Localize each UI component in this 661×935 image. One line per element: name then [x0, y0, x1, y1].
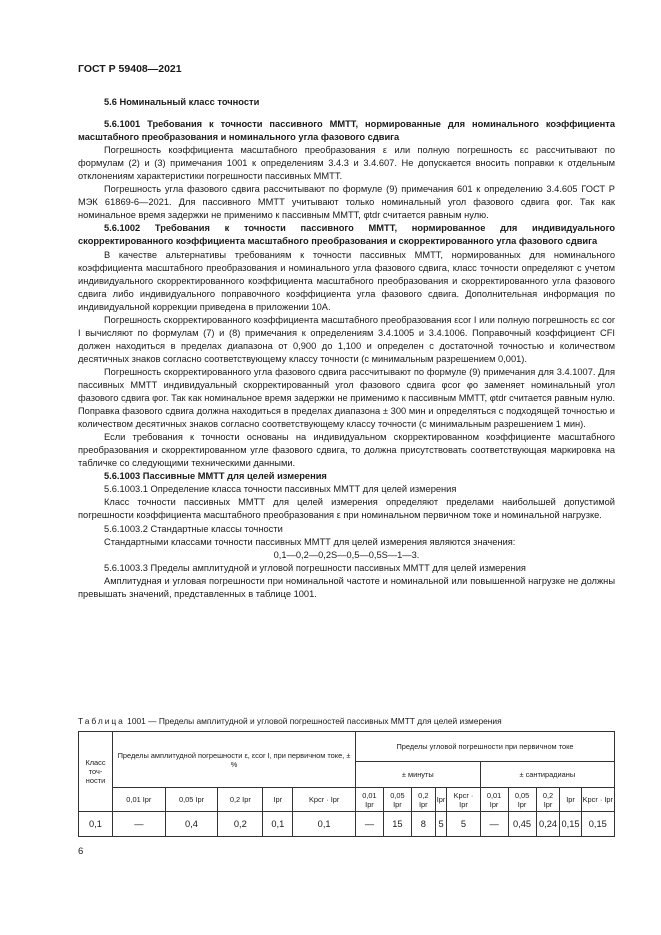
subheader-cell: 0,05 Iрr: [383, 788, 411, 812]
clause-5-6-1003-3-title: 5.6.1003.3 Пределы амплитудной и угловой погрешности пассивных ММТТ для целей измерения: [104, 562, 526, 573]
section-title: 5.6 Номинальный класс точности: [104, 97, 260, 107]
header-class: Класс точ-ности: [79, 732, 113, 812]
subheader-cell: 0,01 Iрr: [480, 788, 508, 812]
table-cell: 8: [411, 812, 435, 837]
clause-5-6-1003-3-text: Амплитудная и угловая погрешности при номинальной частоте и номинальной или повышенной нагрузке не должны превышать значений, представленных в таблице 1001.: [78, 575, 615, 599]
subheader-cell: 0,05 Iрr: [165, 788, 218, 812]
table-cell: 0,1: [263, 812, 293, 837]
clause-5-6-1002-para-4: Если требования к точности основаны на индивидуальном скорректированном коэффициенте масштабного преобразования и скорректированном угле фазового сдвига, то должна присутствовать соответствующая маркировка на табличке со следующими техническими данными.: [78, 432, 615, 469]
subheader-cell: Kрcr · Iрr: [447, 788, 480, 812]
table-cell: 5: [447, 812, 480, 837]
table-caption-text: 1001 — Пределы амплитудной и угловой погрешностей пассивных ММТТ для целей измерения: [127, 716, 502, 726]
table-cell: 0,24: [536, 812, 560, 837]
subheader-cell: 0,2 Iрr: [411, 788, 435, 812]
table-cell: 0,15: [581, 812, 614, 837]
table-cell: 0,4: [165, 812, 218, 837]
clause-5-6-1002-para-1: В качестве альтернативы требованиям к точности пассивных ММТТ, нормированных для номинального коэффициента масштабного преобразования и номинального угла фазового сдвига, класс точности определяют с учетом индивидуального скорректированного коэффициента масштабного преобразования и скорректированного угла фазового сдвига либо индивидуального поправочного коэффициента угла фазового сдвига. Дополнительная информация по индивидуальной коррекции приведена в приложении 10А.: [78, 249, 615, 312]
clause-5-6-1001-para-1: Погрешность коэффициента масштабного преобразования ε или полную погрешность εc рассчитывают по формулам (2) и (3) примечания 1001 к определениям 3.4.3 и 3.4.607. Не допускается вносить поправки к отдельным отклонениям характеристики погрешности пассивных ММТТ.: [78, 145, 615, 182]
subheader-cell: Kрcr · Iрr: [293, 788, 356, 812]
accuracy-limits-table: [78, 731, 615, 837]
clause-5-6-1001-para-2: Погрешность угла фазового сдвига рассчитывают по формуле (9) примечания 601 к определению 3.4.605 ГОСТ Р МЭК 61869-6—2021. Для пассивного ММТТ учитывают только номинальный угол фазового сдвига φor. Так как номинальное время задержки не применимо к пассивным ММТТ, φtdr считается равным нулю.: [78, 184, 615, 221]
page-number: 6: [78, 846, 84, 857]
clause-5-6-1002-para-2: Погрешность скорректированного коэффициента масштабного преобразования εcor I или полную погрешность εc cor I вычисляют по формулам (7) и (8) примечания к определениям 3.4.1005 и 3.4.1006. Поправочный коэффициент CFI должен находиться в пределах диапазона от 0,900 до 1,100 и определен с достаточной точностью и количеством десятичных знаков согласно соответствующему классу точности (с минимальным разрешением 0,001).: [78, 314, 615, 364]
clause-5-6-1003-title: 5.6.1003 Пассивные ММТТ для целей измерения: [104, 471, 327, 482]
table-cell: —: [113, 812, 166, 837]
table-row: [79, 812, 615, 837]
table-cell: 0,2: [218, 812, 263, 837]
subheader-cell: 0,2 Iрr: [218, 788, 263, 812]
table-cell: 0,45: [508, 812, 536, 837]
clause-5-6-1003-1-title: 5.6.1003.1 Определение класса точности пассивных ММТТ для целей измерения: [104, 484, 457, 495]
clause-5-6-1003-2-text: Стандартными классами точности пассивных ММТТ для целей измерения являются значения:: [104, 536, 516, 547]
table-caption-word: Таблица: [78, 716, 125, 726]
accuracy-classes-list: 0,1—0,2—0,2S—0,5—0,5S—1—3.: [273, 549, 420, 560]
subheader-cell: Iрr: [263, 788, 293, 812]
table-cell: 0,15: [560, 812, 581, 837]
table-caption: [78, 716, 502, 726]
table-cell: 0,1: [79, 812, 113, 837]
clause-5-6-1002-title: 5.6.1002 Требования к точности пассивного ММТТ, нормированное для индивидуального скорректированного коэффициента масштабного преобразования и скорректированного угла фазового сдвига: [78, 223, 615, 247]
table-cell: 15: [383, 812, 411, 837]
subheader-cell: Iрr: [435, 788, 447, 812]
subheader-cell: 0,01 Iрr: [355, 788, 383, 812]
header-centiradians: ± сантирадианы: [480, 762, 614, 788]
subheader-cell: Iрr: [560, 788, 581, 812]
header-amplitude-error: Пределы амплитудной погрешности ε, εcor I, при первичном токе, ± %: [113, 732, 356, 788]
document-header: ГОСТ Р 59408—2021: [78, 63, 182, 75]
clause-5-6-1002-para-3: Погрешность скорректированного угла фазового сдвига рассчитывают по формуле (9) примечания для 3.4.1007. Для пассивных ММТТ индивидуальный скорректированный угол фазового сдвига φcor φo заменяет номинальный угол фазового сдвига φor. Так как номинальное время задержки не применимо к пассивным ММТТ, φtdr считается равным нулю. Поправка фазового сдвига должна находиться в пределах диапазона ± 300 мин и определяться с подходящей точностью и количеством десятичных знаков согласно соответствующему классу точности (с минимальным разрешением 1 мин).: [78, 366, 615, 430]
header-angle-error: Пределы угловой погрешности при первичном токе: [355, 732, 614, 762]
header-minutes: ± минуты: [355, 762, 480, 788]
subheader-cell: 0,05 Iрr: [508, 788, 536, 812]
clause-5-6-1003-2-title: 5.6.1003.2 Стандартные классы точности: [104, 523, 283, 534]
table-cell: —: [355, 812, 383, 837]
document-body: [78, 96, 615, 601]
subheader-cell: Kрcr · Iрr: [581, 788, 614, 812]
table-cell: 5: [435, 812, 447, 837]
clause-5-6-1003-1-text: Класс точности пассивных ММТТ для целей измерения определяют пределами наибольшей допустимой погрешности коэффициента масштабного преобразования ε при номинальном первичном токе и номинальной нагрузке.: [78, 497, 615, 521]
table-cell: —: [480, 812, 508, 837]
subheader-cell: 0,2 Iрr: [536, 788, 560, 812]
table-cell: 0,1: [293, 812, 356, 837]
clause-5-6-1001-title: 5.6.1001 Требования к точности пассивного ММТТ, нормированные для номинального коэффициента масштабного преобразования и номинального угла фазового сдвига: [78, 119, 615, 143]
subheader-cell: 0,01 Iрr: [113, 788, 166, 812]
